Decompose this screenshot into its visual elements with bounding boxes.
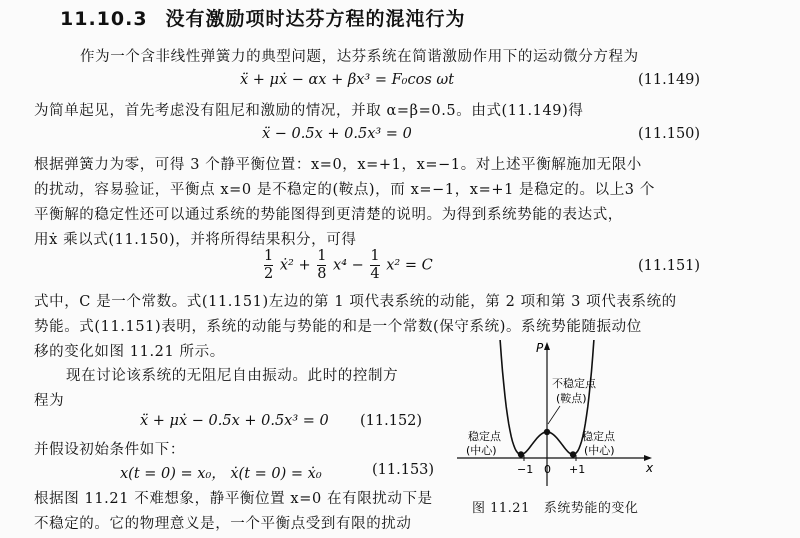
denominator: 2 (264, 266, 274, 282)
potential-energy-figure (452, 340, 664, 500)
x-axis-label: x (646, 461, 654, 475)
paragraph-line: 移的变化如图 11.21 所示。 (34, 344, 225, 360)
tick-label: +1 (569, 463, 586, 476)
paragraph-line: 式中，C 是一个常数。式(11.151)左边的第 1 项代表系统的动能，第 2 项和第 3 项代表系统的 (34, 294, 677, 310)
paragraph-line: 根据图 11.21 不难想象，静平衡位置 x=0 在有限扰动下是 (34, 491, 433, 507)
equation-11-153: x(t = 0) = x₀， ẋ(t = 0) = ẋ₀ (120, 466, 322, 482)
paragraph-line: 程为 (34, 393, 65, 409)
equation-term: x⁴ − (333, 257, 364, 274)
denominator: 4 (370, 266, 380, 282)
y-axis-arrow (544, 342, 550, 350)
fraction (264, 248, 273, 283)
equation-number: (11.153) (372, 462, 435, 478)
equilibrium-point (518, 451, 524, 457)
stable-right-label-sub: (中心) (584, 444, 615, 457)
tick-label: 0 (544, 463, 551, 476)
equation-11-152: ẍ + μẋ − 0.5x + 0.5x³ = 0 (140, 413, 329, 429)
caption-text: 系统势能的变化 (543, 501, 639, 516)
section-heading (60, 4, 466, 31)
equilibrium-point (570, 451, 576, 457)
equation-11-151 (262, 248, 433, 283)
paragraph-line: 为简单起见，首先考虑没有阻尼和激励的情况，并取 α=β=0.5。由式(11.149)得 (34, 103, 584, 119)
paragraph-line: 势能。式(11.151)表明，系统的动能与势能的和是一个常数(保守系统)。系统势能随振动位 (34, 319, 642, 335)
numerator: 1 (264, 248, 274, 264)
y-axis-label: P (536, 341, 544, 355)
paragraph-line: 平衡解的稳定性还可以通过系统的势能图得到更清楚的说明。为得到系统势能的表达式， (34, 207, 623, 223)
section-title: 没有激励项时达芬方程的混沌行为 (165, 8, 466, 30)
paragraph-line: 并假设初始条件如下： (34, 442, 185, 458)
paragraph-line: 现在讨论该系统的无阻尼自由振动。此时的控制方 (66, 368, 399, 384)
caption-label: 图 11.21 (472, 501, 530, 516)
fraction (317, 248, 326, 283)
figure-caption (472, 497, 638, 516)
paragraph-line: 不稳定的。它的物理意义是，一个平衡点受到有限的扰动 (34, 516, 412, 532)
saddle-label-sub: (鞍点) (556, 392, 587, 405)
paragraph-line: 根据弹簧力为零，可得 3 个静平衡位置：x=0，x=+1，x=−1。对上述平衡解施加无限小 (34, 157, 642, 173)
numerator: 1 (317, 248, 327, 264)
stable-left-label: 稳定点 (468, 430, 501, 443)
equation-number: (11.149) (638, 72, 701, 88)
numerator: 1 (370, 248, 380, 264)
saddle-leader (548, 406, 560, 424)
equation-number: (11.151) (638, 258, 701, 274)
denominator: 8 (317, 266, 327, 282)
section-number: 11.10.3 (60, 8, 148, 30)
equation-11-149: ẍ + μẋ − αx + βx³ = F₀cos ωt (240, 72, 455, 88)
stable-left-label-sub: (中心) (466, 444, 497, 457)
equation-term: ẋ² + (279, 257, 311, 274)
equation-11-150: ẍ − 0.5x + 0.5x³ = 0 (262, 126, 412, 142)
equation-number: (11.150) (638, 126, 701, 142)
equation-term: x² = C (386, 257, 433, 274)
tick-label: −1 (517, 463, 534, 476)
saddle-label: 不稳定点 (552, 377, 596, 390)
paragraph-line: 的扰动，容易验证，平衡点 x=0 是不稳定的(鞍点)，而 x=−1，x=+1 是稳定的。以上3 个 (34, 182, 655, 198)
equilibrium-point (544, 429, 550, 435)
equation-number: (11.152) (360, 413, 423, 429)
potential-energy-chart (452, 340, 664, 500)
paragraph-line: 作为一个含非线性弹簧力的典型问题，达芬系统在简谐激励作用下的运动微分方程为 (80, 49, 639, 65)
stable-right-label: 稳定点 (582, 430, 615, 443)
paragraph-line: 用ẋ 乘以式(11.150)，并将所得结果积分，可得 (34, 232, 357, 248)
fraction (370, 248, 379, 283)
